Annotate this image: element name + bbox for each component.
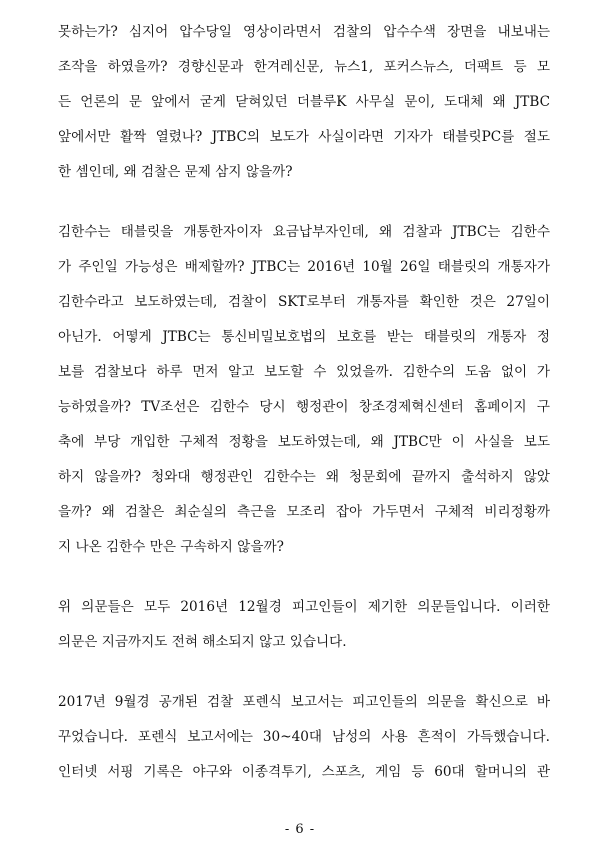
text-line: 위 의문들은 모두 2016년 12월경 피고인들이 제기한 의문들입니다. 이러한 xyxy=(58,599,550,615)
text-line: 2017년 9월경 공개된 검찰 포렌식 보고서는 피고인들의 의문을 확신으로 바 xyxy=(58,694,550,710)
text-line: 가 주인일 가능성은 배제할까? JTBC는 2016년 10월 26일 태블릿의 개통자가 xyxy=(58,259,550,275)
text-line: 앞에서만 활짝 열렸나? JTBC의 보도가 사실이라면 기자가 태블릿PC를 절도 xyxy=(58,129,550,145)
text-line: 인터넷 서핑 기록은 야구와 이종격투기, 스포츠, 게임 등 60대 할머니의 관 xyxy=(58,764,550,780)
text-line: 능하였을까? TV조선은 김한수 당시 행정관이 창조경제혁신센터 홈페이지 구 xyxy=(58,399,550,415)
text-line: 보를 검찰보다 하루 먼저 알고 보도할 수 있었을까. 김한수의 도움 없이 가 xyxy=(58,364,550,380)
text-line: 든 언론의 문 앞에서 굳게 닫혀있던 더블루K 사무실 문이, 도대체 왜 JTBC xyxy=(58,94,550,110)
text-line: 못하는가? 심지어 압수당일 영상이라면서 검찰의 압수수색 장면을 내보내는 xyxy=(58,24,550,40)
text-line: 김한수는 태블릿을 개통한자이자 요금납부자인데, 왜 검찰과 JTBC는 김한수 xyxy=(58,224,550,240)
text-line: 을까? 왜 검찰은 최순실의 측근을 모조리 잡아 가두면서 구체적 비리정황까 xyxy=(58,504,550,520)
text-line: 축에 부당 개입한 구체적 정황을 보도하였는데, 왜 JTBC만 이 사실을 보도 xyxy=(58,434,550,450)
text-line: 지 나온 김한수 만은 구속하지 않을까? xyxy=(58,539,284,555)
text-line: 꾸었습니다. 포렌식 보고서에는 30~40대 남성의 사용 흔적이 가득했습니다. xyxy=(58,729,550,745)
page-number: - 6 - xyxy=(284,822,316,837)
text-line: 김한수라고 보도하였는데, 검찰이 SKT로부터 개통자를 확인한 것은 27일이 xyxy=(58,294,550,310)
text-line: 조작을 하였을까? 경향신문과 한겨레신문, 뉴스1, 포커스뉴스, 더팩트 등 모 xyxy=(58,59,550,75)
text-line: 의문은 지금까지도 전혀 해소되지 않고 있습니다. xyxy=(58,634,347,650)
text-line: 하지 않을까? 청와대 행정관인 김한수는 왜 청문회에 끝까지 출석하지 않았 xyxy=(58,469,550,485)
text-line: 아닌가. 어떻게 JTBC는 통신비밀보호법의 보호를 받는 태블릿의 개통자 정 xyxy=(58,329,550,345)
text-line: 한 셈인데, 왜 검찰은 문제 삼지 않을까? xyxy=(58,164,293,180)
